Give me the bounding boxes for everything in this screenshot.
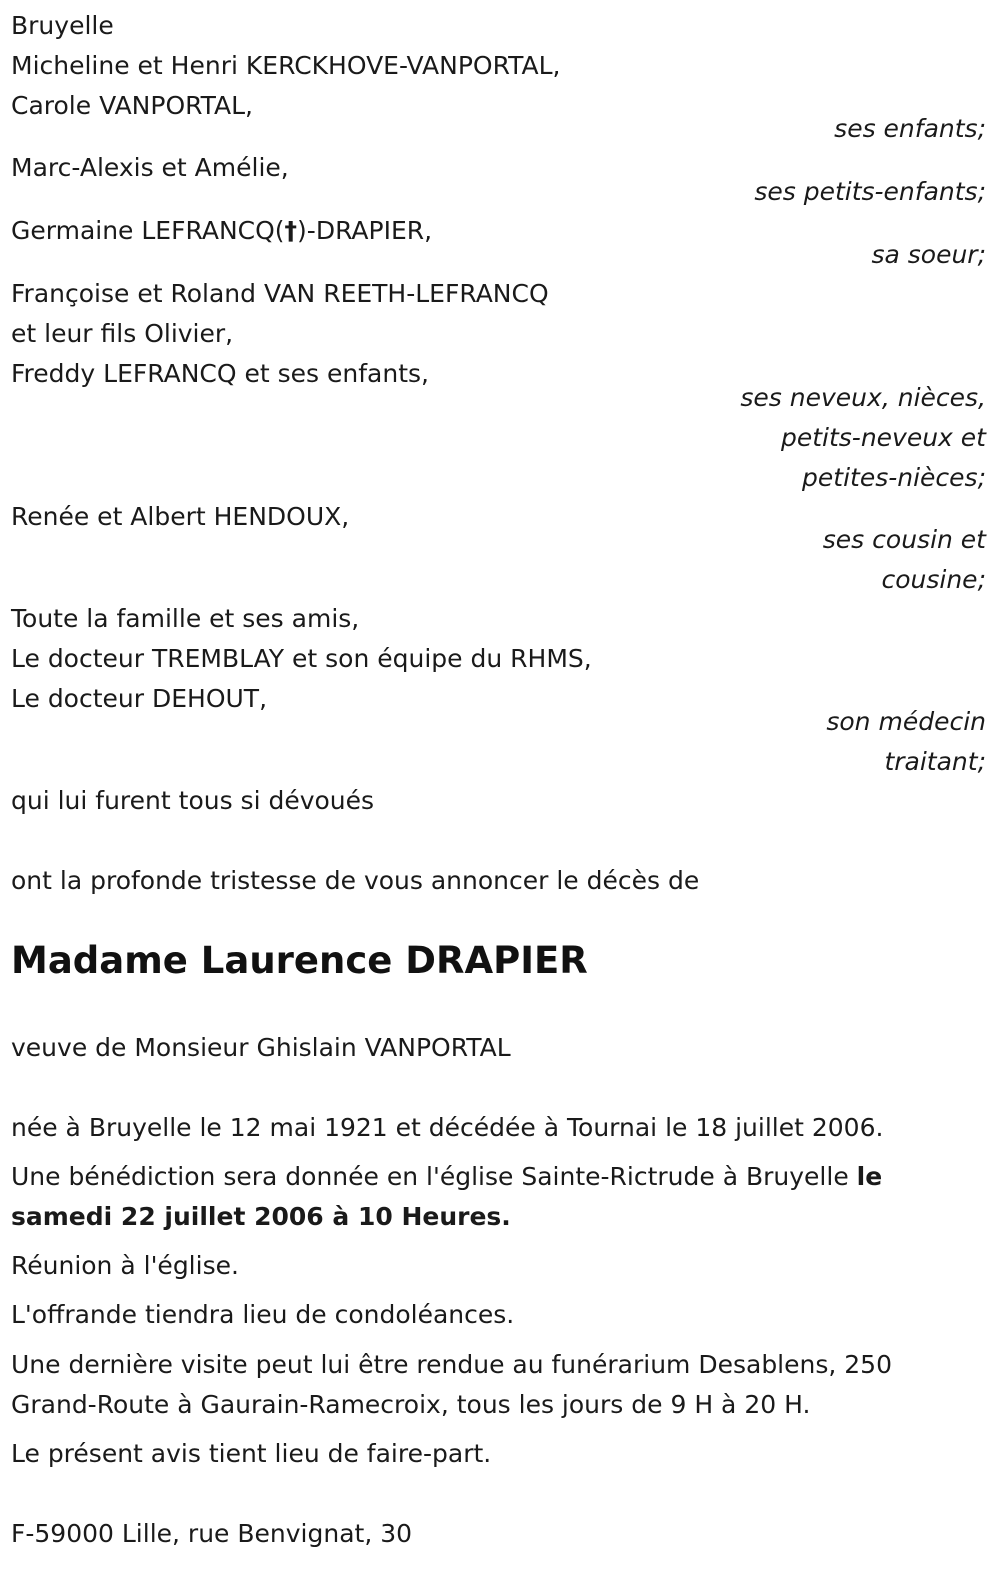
sister-name-start: Germaine LEFRANCQ( [11, 216, 285, 245]
doctor-relation-2: traitant; [884, 747, 986, 776]
cousins-relation-2: cousine; [881, 565, 986, 594]
sister-name-end: )-DRAPIER, [297, 216, 433, 245]
widow-line: veuve de Monsieur Ghislain VANPORTAL [11, 1033, 511, 1062]
notice-line: Le présent avis tient lieu de faire-part. [11, 1439, 492, 1468]
blessing-paragraph [11, 1157, 971, 1237]
devoted-line: qui lui furent tous si dévoués [11, 786, 375, 815]
children-relation: ses enfants; [834, 114, 986, 143]
nephews-relation-3: petites-nièces; [802, 463, 986, 492]
grandchildren-relation: ses petits-enfants; [754, 177, 986, 206]
deceased-name: Madame Laurence DRAPIER [11, 939, 588, 982]
blessing-text: Une bénédiction sera donnée en l'église Sainte-Rictrude à Bruyelle [11, 1162, 857, 1191]
cousins-line: Renée et Albert HENDOUX, [11, 502, 350, 531]
birth-death-line: née à Bruyelle le 12 mai 1921 et décédée à Tournai le 18 juillet 2006. [11, 1113, 884, 1142]
nephews-line-2: et leur fils Olivier, [11, 319, 234, 348]
visit-paragraph: Une dernière visite peut lui être rendue au funérarium Desablens, 250 Grand-Route à Gaurain-Ramecroix, tous les jours de 9 H à 20 H. [11, 1350, 892, 1419]
address-line: F-59000 Lille, rue Benvignat, 30 [11, 1519, 413, 1548]
friends-line-2: Le docteur TREMBLAY et son équipe du RHMS, [11, 644, 592, 673]
meeting-line: Réunion à l'église. [11, 1251, 239, 1280]
friends-line-3: Le docteur DEHOUT, [11, 684, 268, 713]
children-line-2: Carole VANPORTAL, [11, 91, 253, 120]
location-line: Bruyelle [11, 11, 114, 40]
nephews-relation-2: petits-neveux et [780, 423, 986, 452]
blessing-date: le samedi 22 juillet 2006 à 10 Heures. [11, 1162, 883, 1231]
announcement-intro: ont la profonde tristesse de vous annoncer le décès de [11, 866, 700, 895]
grandchildren-line: Marc-Alexis et Amélie, [11, 153, 289, 182]
cousins-relation-1: ses cousin et [822, 525, 986, 554]
offering-line: L'offrande tiendra lieu de condoléances. [11, 1300, 515, 1329]
friends-line-1: Toute la famille et ses amis, [11, 604, 360, 633]
doctor-relation-1: son médecin [826, 707, 986, 736]
children-line-1: Micheline et Henri KERCKHOVE-VANPORTAL, [11, 51, 561, 80]
nephews-line-3: Freddy LEFRANCQ et ses enfants, [11, 359, 429, 388]
sister-relation: sa soeur; [871, 240, 986, 269]
nephews-relation-1: ses neveux, nièces, [740, 383, 986, 412]
nephews-line-1: Françoise et Roland VAN REETH-LEFRANCQ [11, 279, 549, 308]
sister-line [11, 211, 432, 251]
cross-icon: † [284, 216, 298, 245]
